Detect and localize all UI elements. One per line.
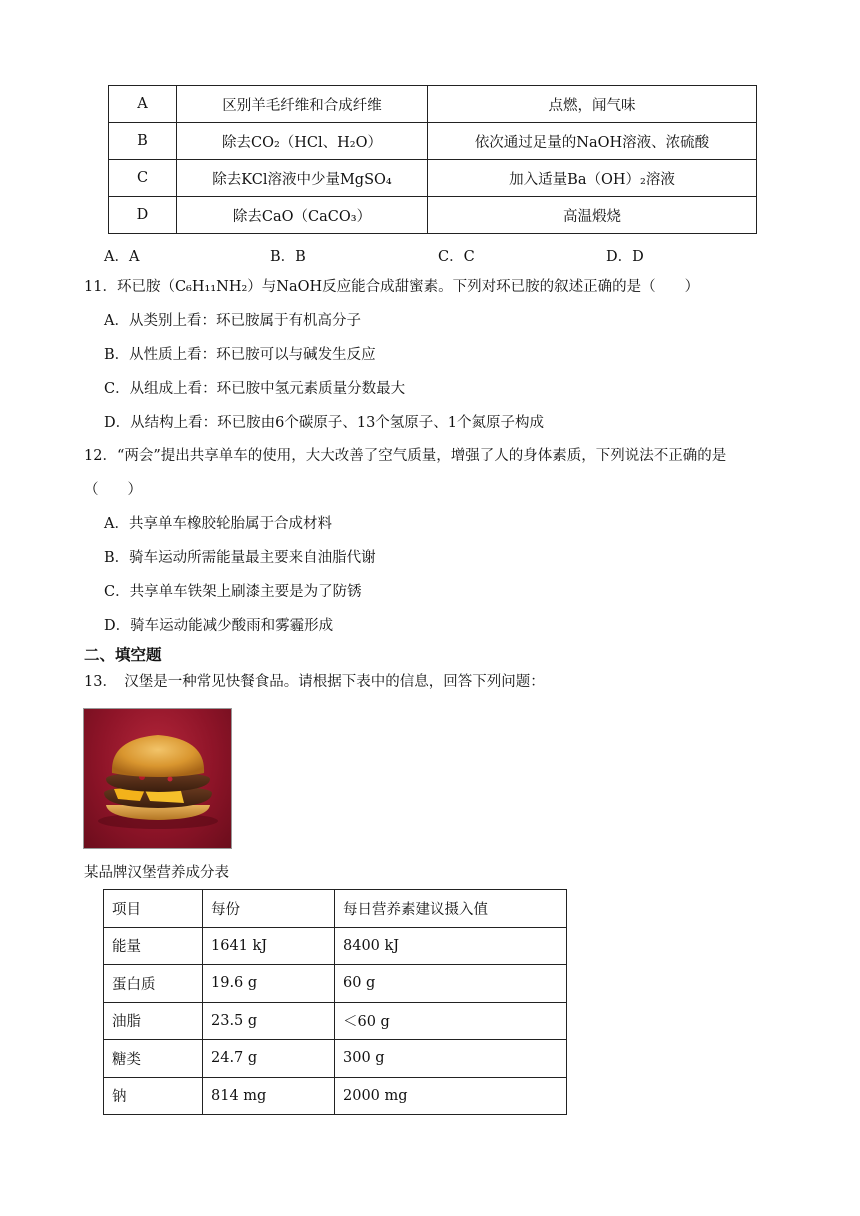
table-row	[109, 86, 757, 123]
nutrient-name: 蛋白质	[104, 965, 203, 1003]
nutrient-name: 能量	[104, 927, 203, 965]
per-serving-value: 814 mg	[203, 1077, 335, 1115]
method-cell: 点燃，闻气味	[428, 86, 757, 123]
q12-option-b[interactable]: B．骑车运动所需能量最主要来自油脂代谢	[104, 550, 376, 566]
q10-choices	[104, 245, 704, 265]
daily-recommended-value: 2000 mg	[335, 1077, 567, 1115]
daily-recommended-value: 60 g	[335, 965, 567, 1003]
daily-recommended-value: 300 g	[335, 1040, 567, 1078]
q11-option-c[interactable]: C．从组成上看：环已胺中氢元素质量分数最大	[104, 381, 406, 397]
q12-answer-blank: （ ）	[84, 482, 142, 498]
option-label: B	[109, 123, 177, 160]
table-row	[109, 123, 757, 160]
choice-d[interactable]: D．D	[606, 249, 644, 265]
option-label: A	[109, 86, 177, 123]
table-row	[104, 927, 567, 965]
table-row	[109, 160, 757, 197]
q11-option-d[interactable]: D．从结构上看：环已胺由6个碳原子、13个氢原子、1个氮原子构成	[104, 415, 545, 431]
experiment-cell: 除去CO₂（HCl、H₂O）	[177, 123, 428, 160]
option-label: C	[109, 160, 177, 197]
q12-option-c[interactable]: C．共享单车铁架上刷漆主要是为了防锈	[104, 584, 362, 600]
column-header: 项目	[104, 890, 203, 928]
per-serving-value: 1641 kJ	[203, 927, 335, 965]
nutrient-name: 钠	[104, 1077, 203, 1115]
table-row	[104, 1040, 567, 1078]
burger-illustration	[84, 709, 231, 848]
experiment-cell: 除去CaO（CaCO₃）	[177, 197, 428, 234]
q11-option-a[interactable]: A．从类别上看：环已胺属于有机高分子	[104, 313, 361, 329]
per-serving-value: 19.6 g	[203, 965, 335, 1003]
column-header: 每日营养素建议摄入值	[335, 890, 567, 928]
table-row	[109, 197, 757, 234]
choice-a[interactable]: A．A	[104, 249, 140, 265]
option-label: D	[109, 197, 177, 234]
options-table	[108, 85, 757, 234]
q12-option-d[interactable]: D．骑车运动能减少酸雨和雾霾形成	[104, 618, 334, 634]
daily-recommended-value: 8400 kJ	[335, 927, 567, 965]
table-row	[104, 1002, 567, 1040]
nutrient-name: 糖类	[104, 1040, 203, 1078]
q11-option-b[interactable]: B．从性质上看：环已胺可以与碱发生反应	[104, 347, 376, 363]
section-title: 二、填空题	[84, 646, 162, 664]
per-serving-value: 24.7 g	[203, 1040, 335, 1078]
nutrition-table	[103, 889, 567, 1115]
experiment-cell: 除去KCl溶液中少量MgSO₄	[177, 160, 428, 197]
q13-stem: 13． 汉堡是一种常见快餐食品。请根据下表中的信息，回答下列问题：	[84, 674, 545, 690]
method-cell: 依次通过足量的NaOH溶液、浓硫酸	[428, 123, 757, 160]
q12-stem: 12．“两会”提出共享单车的使用，大大改善了空气质量，增强了人的身体素质，下列说法不正确的是	[84, 448, 727, 464]
nutrition-table-caption: 某品牌汉堡营养成分表	[84, 865, 229, 881]
burger-image	[83, 708, 232, 849]
q12-option-a[interactable]: A．共享单车橡胶轮胎属于合成材料	[104, 516, 332, 532]
column-header: 每份	[203, 890, 335, 928]
q11-stem: 11．环已胺（C₆H₁₁NH₂）与NaOH反应能合成甜蜜素。下列对环已胺的叙述正确的是（ ）	[84, 279, 700, 295]
per-serving-value: 23.5 g	[203, 1002, 335, 1040]
choice-c[interactable]: C．C	[438, 249, 475, 265]
table-row	[104, 1077, 567, 1115]
method-cell: 加入适量Ba（OH）₂溶液	[428, 160, 757, 197]
nutrient-name: 油脂	[104, 1002, 203, 1040]
table-row	[104, 965, 567, 1003]
method-cell: 高温煅烧	[428, 197, 757, 234]
experiment-cell: 区别羊毛纤维和合成纤维	[177, 86, 428, 123]
choice-b[interactable]: B．B	[270, 249, 306, 265]
daily-recommended-value: ＜60 g	[335, 1002, 567, 1040]
table-header-row	[104, 890, 567, 928]
